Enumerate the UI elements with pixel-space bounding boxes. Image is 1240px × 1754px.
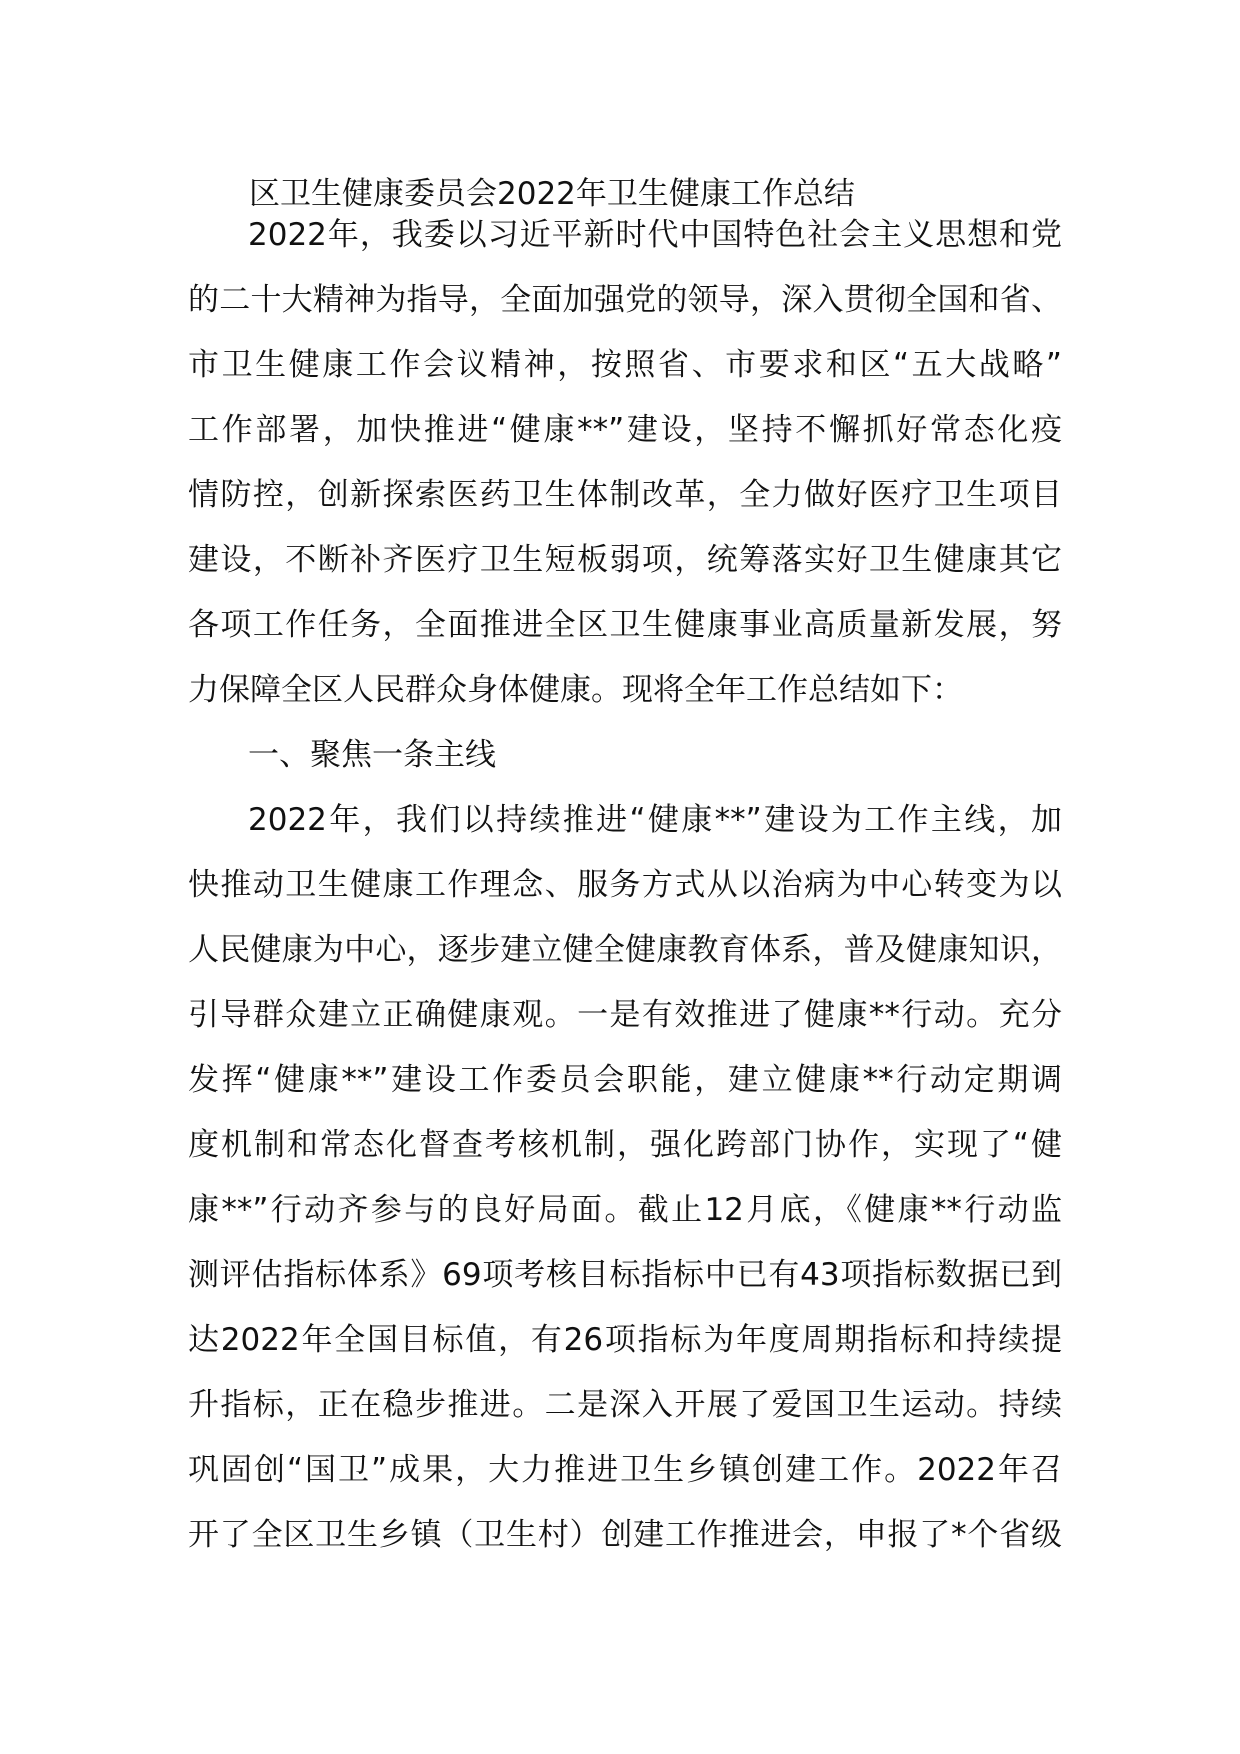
text-line: 达2022年全国目标值，有26项指标为年度周期指标和持续提 xyxy=(188,1322,1062,1358)
paragraph-intro xyxy=(188,203,1062,723)
text-line: 开了全区卫生乡镇（卫生村）创建工作推进会，申报了*个省级 xyxy=(188,1517,1062,1553)
text-line: 2022年，我们以持续推进“健康**”建设为工作主线，加 xyxy=(248,802,1062,838)
text-line: 人民健康为中心，逐步建立健全健康教育体系，普及健康知识， xyxy=(188,932,1062,968)
text-line: 发挥“健康**”建设工作委员会职能，建立健康**行动定期调 xyxy=(188,1062,1062,1098)
text-line: 测评估指标体系》69项考核目标指标中已有43项指标数据已到 xyxy=(188,1257,1062,1293)
section-heading xyxy=(188,723,1062,788)
text-line: 康**”行动齐参与的良好局面。截止12月底，《健康**行动监 xyxy=(188,1192,1062,1228)
text-line: 工作部署，加快推进“健康**”建设，坚持不懈抓好常态化疫 xyxy=(188,412,1062,448)
text-line: 巩固创“国卫”成果，大力推进卫生乡镇创建工作。2022年召 xyxy=(188,1452,1062,1488)
text-line: 2022年，我委以习近平新时代中国特色社会主义思想和党 xyxy=(248,217,1062,253)
text-line: 情防控，创新探索医药卫生体制改革，全力做好医疗卫生项目 xyxy=(188,477,1062,513)
text-line: 度机制和常态化督查考核机制，强化跨部门协作，实现了“健 xyxy=(188,1127,1062,1163)
text-line: 各项工作任务，全面推进全区卫生健康事业高质量新发展，努 xyxy=(188,607,1062,643)
document-title: 区卫生健康委员会2022年卫生健康工作总结 xyxy=(249,176,855,212)
paragraph-main-line xyxy=(188,788,1062,1568)
text-line: 升指标，正在稳步推进。二是深入开展了爱国卫生运动。持续 xyxy=(188,1387,1062,1423)
text-line: 的二十大精神为指导，全面加强党的领导，深入贯彻全国和省、 xyxy=(188,282,1062,318)
text-line: 力保障全区人民群众身体健康。现将全年工作总结如下： xyxy=(188,672,963,708)
text-line: 引导群众建立正确健康观。一是有效推进了健康**行动。充分 xyxy=(188,997,1062,1033)
text-line: 快推动卫生健康工作理念、服务方式从以治病为中心转变为以 xyxy=(188,867,1062,903)
section-heading-text: 一、聚焦一条主线 xyxy=(248,737,496,773)
text-line: 市卫生健康工作会议精神，按照省、市要求和区“五大战略” xyxy=(188,347,1062,383)
text-line: 建设，不断补齐医疗卫生短板弱项，统筹落实好卫生健康其它 xyxy=(188,542,1062,578)
